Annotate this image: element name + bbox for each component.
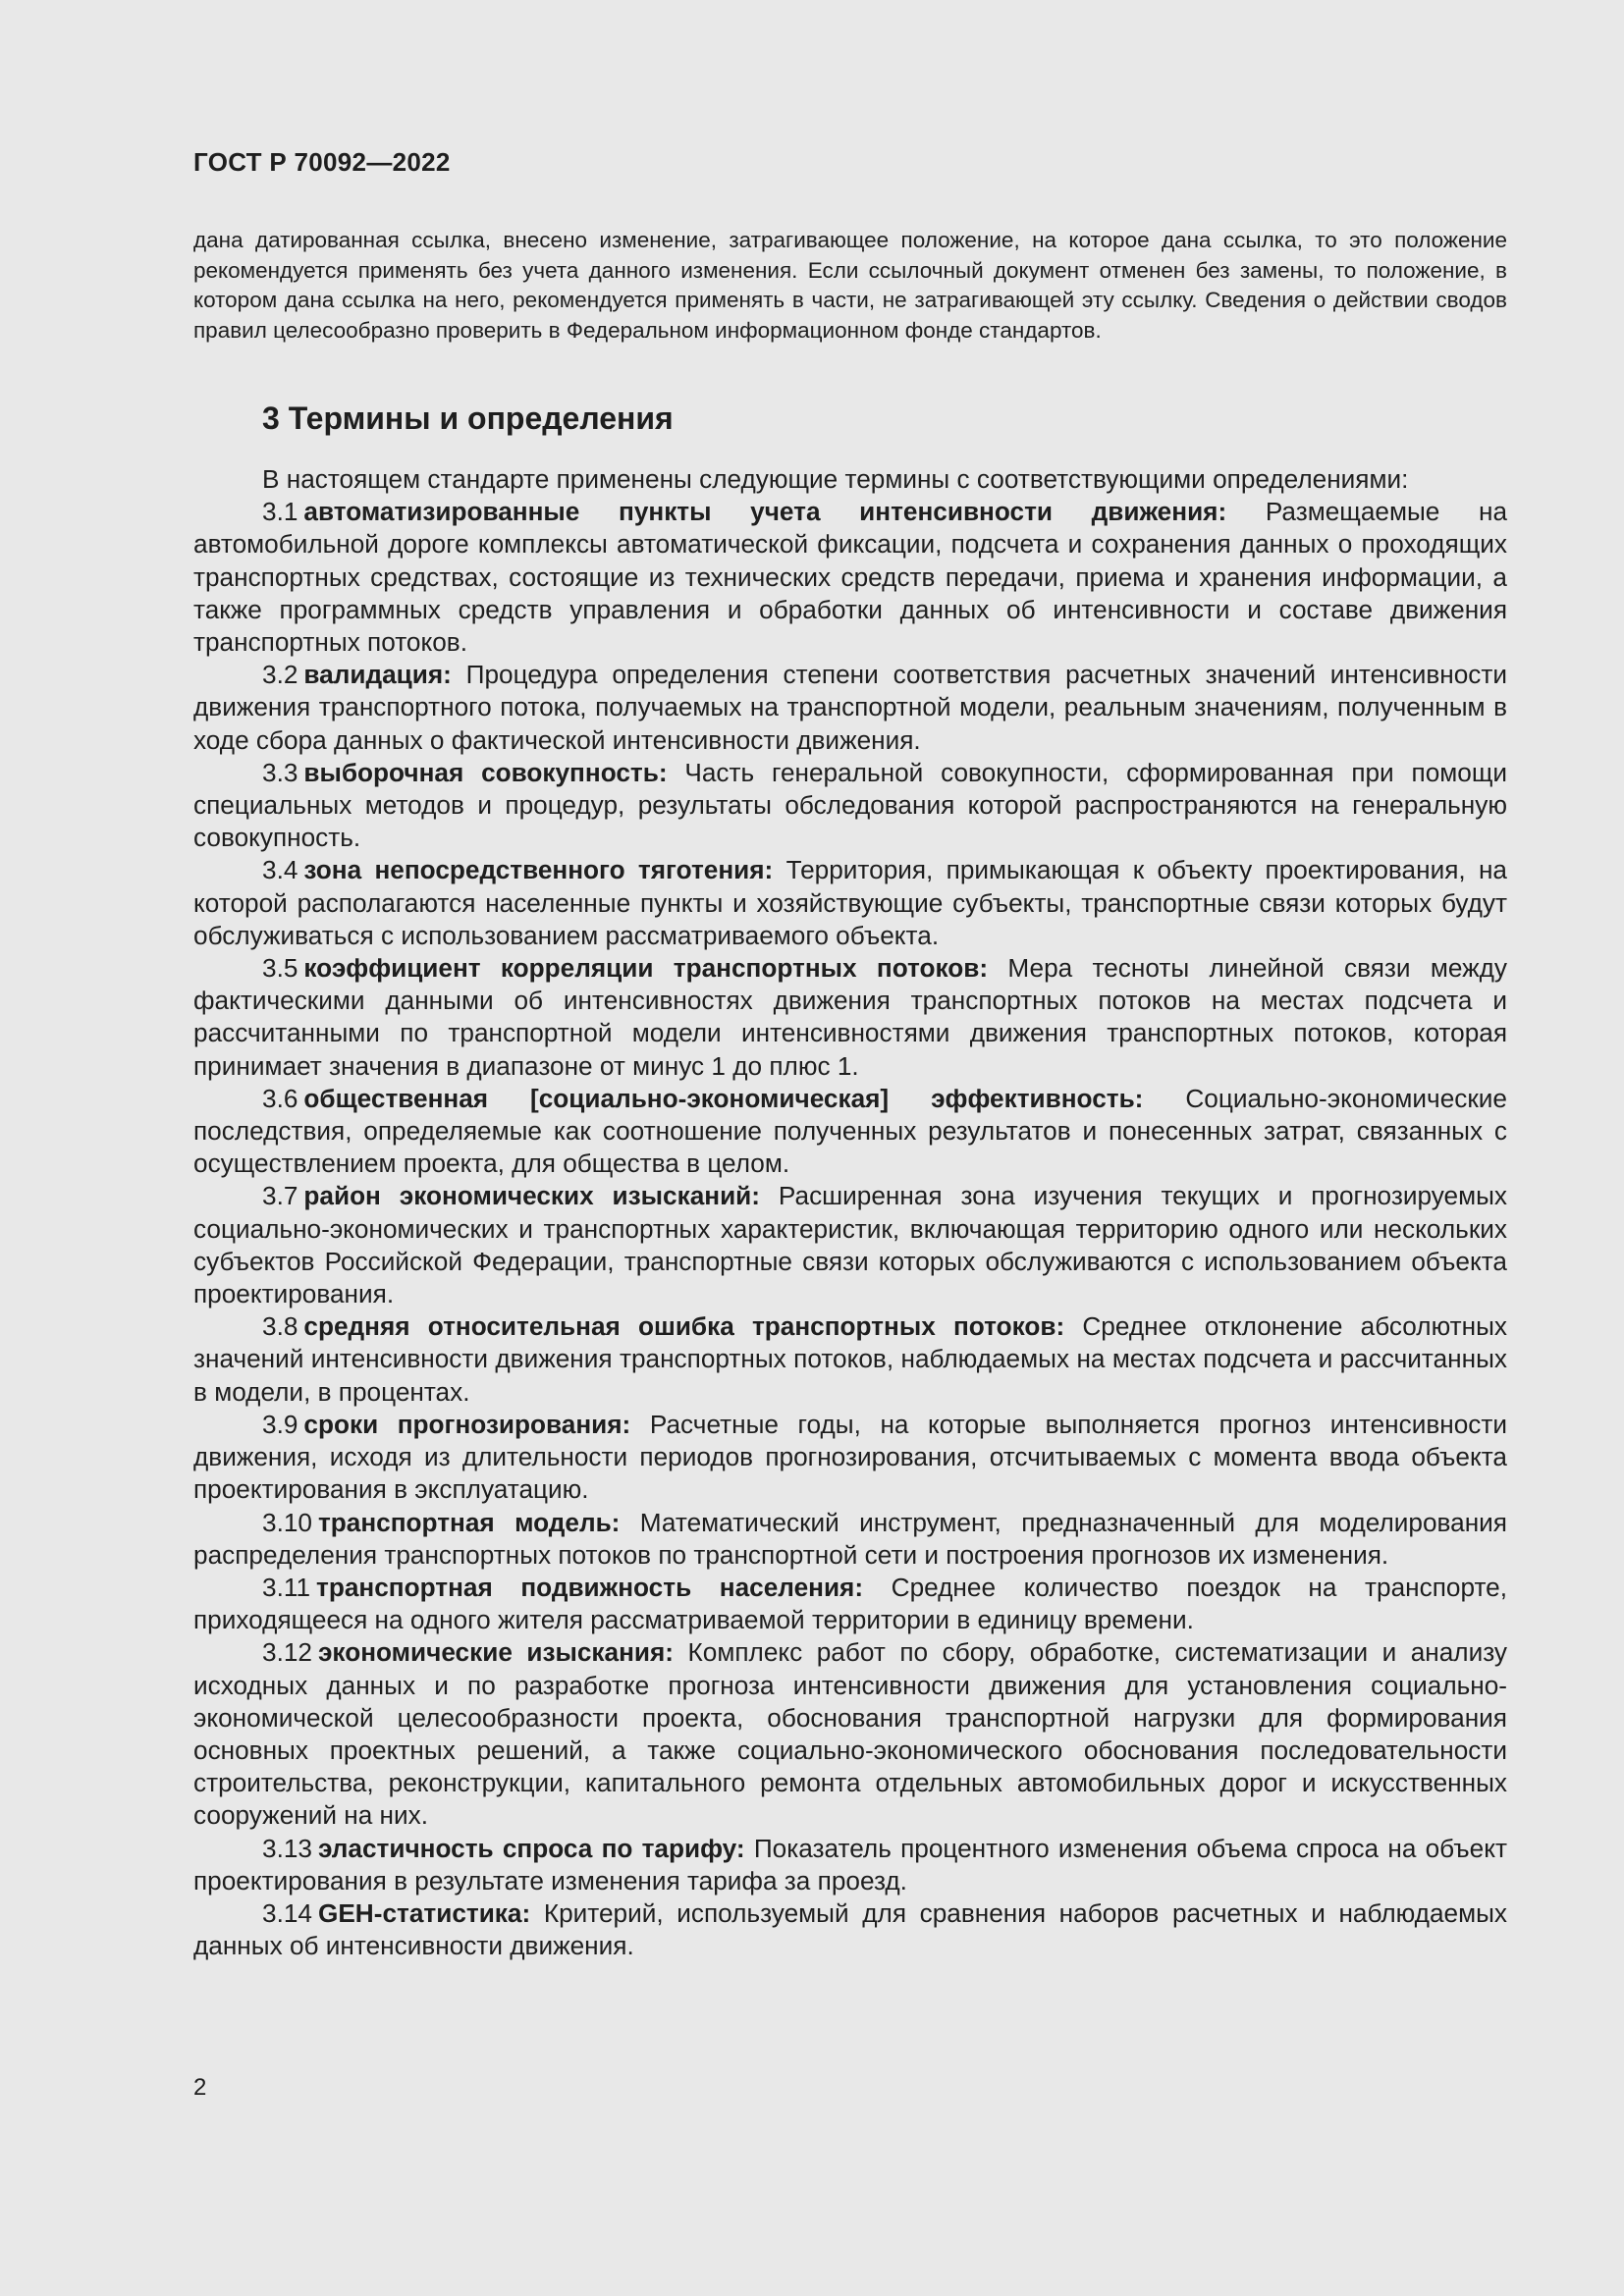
term-number: 3.11 bbox=[262, 1572, 311, 1602]
term-definition: Среднее количество поездок на транспорте, приходящееся на одного жителя рассматриваемой территории в единицу времени. bbox=[193, 1572, 1507, 1635]
term-entry bbox=[193, 496, 1507, 659]
term-entry bbox=[193, 1833, 1507, 1897]
terms-container bbox=[193, 496, 1507, 1962]
terms-list bbox=[193, 463, 1507, 1962]
section-lead: В настоящем стандарте применены следующие термины с соответствующими определениями: bbox=[262, 464, 1409, 494]
term-number: 3.4 bbox=[262, 855, 298, 885]
term-name: валидация: bbox=[303, 660, 452, 690]
term-definition: Расчетные годы, на которые выполняется прогноз интенсивности движения, исходя из длительности периодов прогнозирования, отсчитываемых с момента ввода объекта проектирования в эксплуатацию. bbox=[193, 1409, 1507, 1505]
term-entry bbox=[193, 1897, 1507, 1962]
term-entry bbox=[193, 1409, 1507, 1507]
term-name: средняя относительная ошибка транспортных потоков: bbox=[303, 1311, 1065, 1342]
page-number: 2 bbox=[193, 2074, 207, 2101]
term-name: транспортная подвижность населения: bbox=[316, 1572, 864, 1602]
term-entry bbox=[193, 1636, 1507, 1832]
term-entry bbox=[193, 952, 1507, 1083]
term-number: 3.7 bbox=[262, 1181, 298, 1211]
term-number: 3.6 bbox=[262, 1083, 298, 1113]
term-entry bbox=[193, 1083, 1507, 1181]
term-name: коэффициент корреляции транспортных потоков: bbox=[303, 953, 989, 984]
term-name: общественная [социально-экономическая] эффективность: bbox=[303, 1083, 1144, 1113]
term-name: экономические изыскания: bbox=[317, 1637, 675, 1668]
document-code: ГОСТ Р 70092—2022 bbox=[193, 147, 451, 177]
term-entry bbox=[193, 1507, 1507, 1572]
term-definition: Мера тесноты линейной связи между фактическими данными об интенсивностях движения транспортных потоков на местах подсчета и рассчитанными по транспортной модели интенсивностями движения транспортных потоков, которая принимает значения в диапазоне от минус 1 до плюс 1. bbox=[193, 953, 1507, 1081]
term-number: 3.5 bbox=[262, 953, 298, 984]
term-entry bbox=[193, 1310, 1507, 1409]
term-definition: Территория, примыкающая к объекту проектирования, на которой располагаются населенные пункты и хозяйствующие субъекты, транспортные связи которых будут обслуживаться с использованием рассматриваемого объекта. bbox=[193, 855, 1507, 950]
term-name: GEH-статистика: bbox=[317, 1897, 531, 1928]
term-definition: Расширенная зона изучения текущих и прогнозируемых социально-экономических и транспортных характеристик, включающая территорию одного или нескольких субъектов Российской Федерации, транспортные связи которых обслуживаются с использованием объекта проектирования. bbox=[193, 1181, 1508, 1309]
term-definition: Среднее отклонение абсолютных значений интенсивности движения транспортных потоков, наблюдаемых на местах подсчета и рассчитанных в модели, в процентах. bbox=[193, 1311, 1508, 1407]
term-entry bbox=[193, 659, 1507, 757]
term-definition: Социально-экономические последствия, определяемые как соотношение полученных результатов и понесенных затрат, связанных с осуществлением проекта, для общества в целом. bbox=[193, 1083, 1508, 1179]
term-number: 3.8 bbox=[262, 1311, 298, 1342]
term-number: 3.12 bbox=[262, 1637, 312, 1668]
term-name: зона непосредственного тяготения: bbox=[303, 855, 774, 885]
term-name: район экономических изысканий: bbox=[303, 1181, 761, 1211]
term-name: выборочная совокупность: bbox=[303, 757, 668, 787]
intro-paragraph: дана датированная ссылка, внесено изменение, затрагивающее положение, на которое дана ссылка, то это положение рекомендуется применять без учета данного изменения. Если ссылочный документ отменен без замены, то положение, в котором дана ссылка на него, рекомендуется применять в части, не затрагивающей эту ссылку. Сведения о действии сводов правил целесообразно проверить в Федеральном информационном фонде стандартов. bbox=[193, 228, 1507, 343]
term-definition: Критерий, используемый для сравнения наборов расчетных и наблюдаемых данных об интенсивности движения. bbox=[193, 1897, 1507, 1961]
term-entry bbox=[193, 1572, 1507, 1636]
term-number: 3.14 bbox=[262, 1897, 312, 1928]
term-definition: Размещаемые на автомобильной дороге комплексы автоматической фиксации, подсчета и сохранения данных о проходящих транспортных средствах, состоящие из технических средств передачи, приема и хранения информации, а также программных средств управления и обработки данных об интенсивности и составе движения транспортных потоков. bbox=[193, 497, 1508, 658]
section-title: 3 Термины и определения bbox=[262, 400, 674, 436]
term-definition: Комплекс работ по сбору, обработке, систематизации и анализу исходных данных и по разработке прогноза интенсивности движения для установления социально-экономической целесообразности проекта, обоснования транспортной нагрузки для формирования основных проектных решений, а также социально-экономического обоснования последовательности строительства, реконструкции, капитального ремонта отдельных автомобильных дорог и искусственных сооружений на них. bbox=[193, 1637, 1508, 1831]
term-number: 3.1 bbox=[262, 497, 298, 527]
term-name: сроки прогнозирования: bbox=[303, 1409, 631, 1439]
term-definition: Процедура определения степени соответствия расчетных значений интенсивности движения транспортного потока, получаемых на транспортной модели, реальным значениям, полученным в ходе сбора данных о фактической интенсивности движения. bbox=[193, 660, 1507, 755]
term-definition: Часть генеральной совокупности, сформированная при помощи специальных методов и процедур, результаты обследования которой распространяются на генеральную совокупность. bbox=[193, 757, 1508, 853]
term-entry bbox=[193, 1180, 1507, 1310]
term-number: 3.2 bbox=[262, 660, 298, 690]
term-entry bbox=[193, 757, 1507, 855]
term-number: 3.10 bbox=[262, 1507, 312, 1537]
term-definition: Математический инструмент, предназначенный для моделирования распределения транспортных потоков по транспортной сети и построения прогнозов их изменения. bbox=[193, 1507, 1507, 1570]
term-name: эластичность спроса по тарифу: bbox=[317, 1833, 745, 1863]
term-number: 3.13 bbox=[262, 1833, 312, 1863]
term-definition: Показатель процентного изменения объема спроса на объект проектирования в результате изменения тарифа за проезд. bbox=[193, 1833, 1507, 1896]
term-name: автоматизированные пункты учета интенсивности движения: bbox=[303, 497, 1227, 527]
term-name: транспортная модель: bbox=[317, 1507, 621, 1537]
term-number: 3.9 bbox=[262, 1409, 298, 1439]
term-number: 3.3 bbox=[262, 757, 298, 787]
term-entry bbox=[193, 854, 1507, 952]
